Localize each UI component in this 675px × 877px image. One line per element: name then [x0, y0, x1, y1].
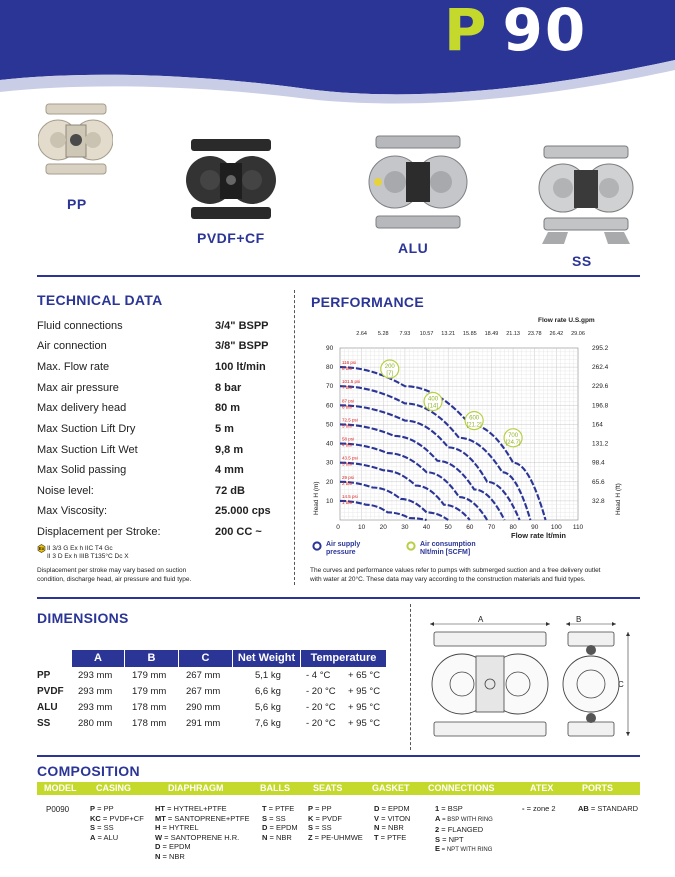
- dim-row-label: PP: [37, 670, 51, 681]
- comp-item: D = EPDM: [155, 842, 191, 852]
- x-tick-label: 10: [358, 524, 366, 531]
- dim-cell-b: 178 mm: [132, 718, 167, 729]
- dim-cell-b: 178 mm: [132, 702, 167, 713]
- x2-axis-label: Flow rate U.S.gpm: [538, 317, 595, 324]
- pump-image-pvdf: [186, 135, 276, 225]
- series-psi-label: 101.5 psi: [342, 379, 361, 385]
- dim-row-label: ALU: [37, 702, 58, 713]
- dim-cell-t2: + 95 °C: [348, 718, 381, 729]
- tech-row-value: 3/8" BSPP: [215, 340, 269, 352]
- y-tick-label: 60: [326, 402, 334, 410]
- x-axis-label: Flow rate lt/min: [511, 531, 567, 540]
- comp-column-ports: [578, 804, 638, 814]
- comp-item: - = zone 2: [522, 804, 556, 813]
- tech-row-value: 8 bar: [215, 382, 242, 394]
- y-tick-label: 80: [326, 364, 334, 372]
- comp-item: S = NPT: [435, 834, 464, 844]
- composition-title: COMPOSITION: [37, 763, 140, 779]
- divider-top: [37, 275, 640, 277]
- y2-tick-label: 229.6: [592, 383, 609, 391]
- comp-item: T = PTFE: [374, 832, 407, 842]
- comp-item: A = ALU: [90, 832, 119, 842]
- tech-row-value: 100 lt/min: [215, 361, 266, 373]
- dim-cell-a: 293 mm: [78, 686, 113, 697]
- dim-cell-w: 7,6 kg: [255, 718, 281, 729]
- pump-label-pvdf: PVDF+CF: [197, 230, 265, 246]
- legend-air-consumption-line-2: Nlt/min [SCFM]: [420, 549, 471, 556]
- comp-item: H = HYTREL: [155, 823, 199, 833]
- air-consumption-label: 700: [508, 432, 519, 439]
- divider-vertical-1: [294, 290, 295, 585]
- dim-header-a: A: [72, 650, 124, 667]
- tech-row-label: Displacement per Stroke:: [37, 526, 161, 538]
- pump-image-ss: [538, 140, 634, 248]
- y-tick-label: 30: [326, 459, 334, 467]
- dim-cell-t1: - 20 °C: [306, 702, 336, 713]
- performance-title: PERFORMANCE: [311, 294, 424, 310]
- dim-cell-a: 280 mm: [78, 718, 113, 729]
- x2-tick-label: 7.93: [399, 331, 411, 337]
- y-tick-label: 90: [326, 345, 334, 352]
- dim-cell-c: 291 mm: [186, 718, 221, 729]
- air-consumption-scfm: [7]: [386, 371, 394, 378]
- product-title-letter: P: [444, 0, 489, 64]
- tech-note-2: condition, discharge head, air pressure and fluid type.: [37, 576, 192, 583]
- x-tick-label: 60: [466, 524, 474, 531]
- series-bar-label: 3 bar: [342, 461, 353, 467]
- pump-label-pp: PP: [67, 196, 87, 212]
- x2-tick-label: 13.21: [441, 331, 456, 337]
- comp-item: E = NPT WITH RING: [435, 844, 493, 854]
- comp-item: D = EPDM: [262, 823, 298, 833]
- dimension-drawing: [420, 612, 640, 752]
- air-consumption-label: 600: [469, 415, 480, 422]
- tech-row-label: Air connection: [37, 340, 107, 352]
- y2-tick-label: 196.8: [592, 402, 609, 410]
- x2-tick-label: 15.85: [462, 331, 477, 337]
- drawing-label-a: A: [478, 615, 484, 624]
- divider-vertical-2: [410, 604, 411, 750]
- series-bar-label: 7 bar: [342, 385, 353, 391]
- dim-header-b: B: [125, 650, 178, 667]
- x-tick-label: 110: [572, 524, 584, 531]
- tech-row-label: Fluid connections: [37, 320, 123, 332]
- air-supply-legend-icon: [312, 541, 322, 551]
- tech-row-value: 200 CC ~: [215, 526, 262, 538]
- tech-row-label: Max Suction Lift Wet: [37, 444, 138, 456]
- comp-column-gasket: [374, 804, 410, 842]
- dim-cell-w: 5,1 kg: [255, 670, 281, 681]
- comp-item: P = PP: [308, 804, 332, 813]
- series-psi-label: 14.5 psi: [342, 493, 358, 499]
- dim-cell-t1: - 4 °C: [306, 670, 331, 681]
- technical-data-title: TECHNICAL DATA: [37, 292, 163, 308]
- tech-row-label: Max. Flow rate: [37, 361, 110, 373]
- x2-tick-label: 21.13: [506, 331, 520, 337]
- x2-tick-label: 5.28: [377, 331, 389, 337]
- y2-axis-label: Head H (ft): [615, 483, 622, 515]
- x2-tick-label: 26.42: [549, 331, 564, 337]
- comp-item: N = NBR: [155, 851, 185, 861]
- x-tick-label: 90: [531, 524, 539, 531]
- x2-tick-label: 23.78: [527, 331, 542, 337]
- comp-item: T = PTFE: [262, 804, 295, 813]
- series-bar-label: 1 bar: [342, 499, 353, 505]
- x2-tick-label: 18.49: [484, 331, 499, 337]
- comp-header-seats: SEATS: [313, 783, 343, 793]
- y-tick-label: 20: [326, 478, 334, 486]
- comp-item: V = VITON: [374, 813, 411, 823]
- comp-item: S = SS: [308, 823, 332, 833]
- product-title-number: 90: [502, 0, 588, 64]
- comp-column-atex: [522, 804, 556, 814]
- comp-item: K = PVDF: [308, 813, 342, 823]
- series-psi-label: 116 psi: [342, 360, 357, 366]
- performance-chart: [306, 310, 640, 540]
- comp-header-connections: CONNECTIONS: [428, 783, 495, 793]
- comp-item: 2 = FLANGED: [435, 825, 484, 835]
- y2-tick-label: 131.2: [592, 440, 609, 448]
- comp-item: MT = SANTOPRENE+PTFE: [155, 813, 250, 823]
- comp-item: 1 = BSP: [435, 804, 463, 813]
- air-consumption-scfm: [21.2]: [466, 422, 482, 429]
- dimensions-title: DIMENSIONS: [37, 610, 129, 626]
- divider-middle: [37, 597, 640, 599]
- comp-item: P = PP: [90, 804, 114, 813]
- dim-cell-c: 267 mm: [186, 670, 221, 681]
- tech-note-1: Displacement per stroke may vary based on suction: [37, 567, 187, 574]
- series-bar-label: 8 bar: [342, 366, 353, 372]
- tech-row-value: 3/4" BSPP: [215, 320, 269, 332]
- tech-row-value: 9,8 m: [215, 444, 244, 456]
- tech-row-value: 4 mm: [215, 464, 244, 476]
- pump-label-ss: SS: [572, 253, 592, 269]
- atex-line-1: II 3/3 G Ex h IIC T4 Gc: [47, 545, 113, 552]
- comp-item: A = BSP WITH RING: [435, 813, 493, 823]
- tech-row-label: Max air pressure: [37, 382, 119, 394]
- comp-header-diaphragm: DIAPHRAGM: [168, 783, 224, 793]
- air-consumption-label: 200: [384, 364, 395, 371]
- comp-column-seats: [308, 804, 363, 842]
- comp-item: AB = STANDARD: [578, 804, 639, 813]
- series-psi-label: 87 psi: [342, 398, 355, 404]
- comp-model: P0090: [46, 805, 70, 814]
- comp-item: N = NBR: [374, 823, 404, 833]
- air-consumption-scfm: [24.7]: [505, 439, 521, 446]
- drawing-label-b: B: [576, 615, 582, 624]
- x-tick-label: 50: [444, 524, 452, 531]
- comp-item: D = EPDM: [374, 804, 410, 813]
- air-consumption-legend-icon: [406, 541, 416, 551]
- divider-bottom: [37, 755, 640, 757]
- comp-item: S = SS: [262, 813, 286, 823]
- atex-hex-icon: [37, 544, 46, 560]
- y2-tick-label: 32.8: [592, 497, 605, 505]
- series-psi-label: 29 psi: [342, 474, 355, 480]
- y2-tick-label: 262.4: [592, 364, 609, 372]
- dim-header-c: C: [179, 650, 232, 667]
- dim-header-temperature: Temperature: [301, 650, 386, 667]
- y2-tick-label: 65.6: [592, 478, 605, 486]
- tech-row-value: 72 dB: [215, 485, 245, 497]
- series-bar-label: 2 bar: [342, 480, 353, 486]
- performance-note-1: The curves and performance values refer to pumps with submerged suction and a free delivery outlet: [310, 567, 601, 574]
- series-bar-label: 6 bar: [342, 404, 353, 410]
- x-tick-label: 70: [487, 524, 496, 531]
- air-consumption-label: 400: [428, 396, 439, 403]
- dim-cell-a: 293 mm: [78, 702, 113, 713]
- y-tick-label: 10: [326, 497, 334, 505]
- air-consumption-scfm: [14]: [428, 403, 439, 410]
- comp-header-gasket: GASKET: [372, 783, 410, 793]
- x2-tick-label: 2.64: [356, 331, 367, 337]
- x2-tick-label: 10.57: [419, 331, 434, 337]
- comp-item: W = SANTOPRENE H.R.: [155, 832, 240, 842]
- comp-column-balls: [262, 804, 298, 842]
- dim-cell-c: 267 mm: [186, 686, 221, 697]
- x-tick-label: 40: [422, 524, 431, 531]
- tech-row-label: Max Suction Lift Dry: [37, 423, 136, 435]
- dim-row-label: PVDF: [37, 686, 64, 697]
- comp-header-ports: PORTS: [582, 783, 614, 793]
- tech-row-value: 5 m: [215, 423, 234, 435]
- dim-header-weight: Net Weight: [233, 650, 300, 667]
- dim-cell-b: 179 mm: [132, 670, 167, 681]
- comp-item: KC = PVDF+CF: [90, 813, 144, 823]
- comp-header-atex: ATEX: [530, 783, 554, 793]
- tech-row-value: 80 m: [215, 402, 241, 414]
- dim-cell-t2: + 95 °C: [348, 686, 381, 697]
- dim-cell-w: 5,6 kg: [255, 702, 281, 713]
- comp-item: HT = HYTREL+PTFE: [155, 804, 227, 813]
- x2-tick-label: 29.06: [571, 331, 585, 337]
- comp-header-balls: BALLS: [260, 783, 290, 793]
- y2-tick-label: 164: [592, 421, 603, 429]
- series-psi-label: 58 psi: [342, 436, 355, 442]
- pump-label-alu: ALU: [398, 240, 429, 256]
- dim-cell-t1: - 20 °C: [306, 686, 336, 697]
- x-tick-label: 100: [550, 524, 562, 531]
- performance-note-2: with water at 20°C. These data may vary according to the construction materials and fluid types.: [310, 576, 586, 583]
- series-bar-label: 4 bar: [342, 442, 353, 448]
- y-axis-label: Head H (m): [313, 481, 320, 515]
- legend-air-supply-line-1: Air supply: [326, 541, 361, 548]
- legend-air-consumption-line-1: Air consumption: [420, 541, 476, 548]
- comp-item: N = NBR: [262, 832, 292, 842]
- series-psi-label: 72.5 psi: [342, 417, 358, 423]
- tech-row-label: Max delivery head: [37, 402, 127, 414]
- x-tick-label: 80: [509, 524, 517, 531]
- tech-row-label: Max Solid passing: [37, 464, 127, 476]
- comp-header-casing: CASING: [96, 783, 132, 793]
- x-tick-label: 20: [379, 524, 387, 531]
- dim-cell-a: 293 mm: [78, 670, 113, 681]
- legend-air-supply-line-2: pressure: [326, 549, 356, 556]
- comp-header-model: MODEL: [44, 783, 77, 793]
- dim-cell-w: 6,6 kg: [255, 686, 281, 697]
- dim-cell-b: 179 mm: [132, 686, 167, 697]
- dim-cell-t1: - 20 °C: [306, 718, 336, 729]
- dim-cell-t2: + 65 °C: [348, 670, 381, 681]
- pump-image-alu: [368, 130, 468, 235]
- y-tick-label: 40: [326, 440, 334, 448]
- series-bar-label: 5 bar: [342, 423, 353, 429]
- x-tick-label: 30: [401, 524, 409, 531]
- svg-text:Ex: Ex: [38, 546, 45, 552]
- y-tick-label: 50: [326, 421, 334, 429]
- comp-item: Z = PE-UHMWE: [308, 832, 363, 842]
- dim-row-label: SS: [37, 718, 51, 729]
- series-psi-label: 43.5 psi: [342, 455, 358, 461]
- tech-row-label: Max Viscosity:: [37, 505, 108, 517]
- product-title: [444, 0, 587, 64]
- x-tick-label: 0: [336, 524, 340, 531]
- comp-item: S = SS: [90, 823, 114, 833]
- dim-cell-t2: + 95 °C: [348, 702, 381, 713]
- atex-line-2: II 3 D Ex h IIIB T135°C Dc X: [47, 553, 129, 560]
- tech-row-label: Noise level:: [37, 485, 94, 497]
- comp-column-diaphragm: [155, 804, 249, 862]
- tech-row-value: 25.000 cps: [215, 505, 271, 517]
- comp-column-casing: [90, 804, 144, 842]
- dim-cell-c: 290 mm: [186, 702, 221, 713]
- pump-image-pp: [38, 100, 113, 180]
- y2-tick-label: 295.2: [592, 345, 609, 352]
- comp-column-connections: [435, 804, 493, 856]
- y2-tick-label: 98.4: [592, 459, 605, 467]
- y-tick-label: 70: [326, 383, 334, 391]
- drawing-label-c: C: [618, 680, 624, 689]
